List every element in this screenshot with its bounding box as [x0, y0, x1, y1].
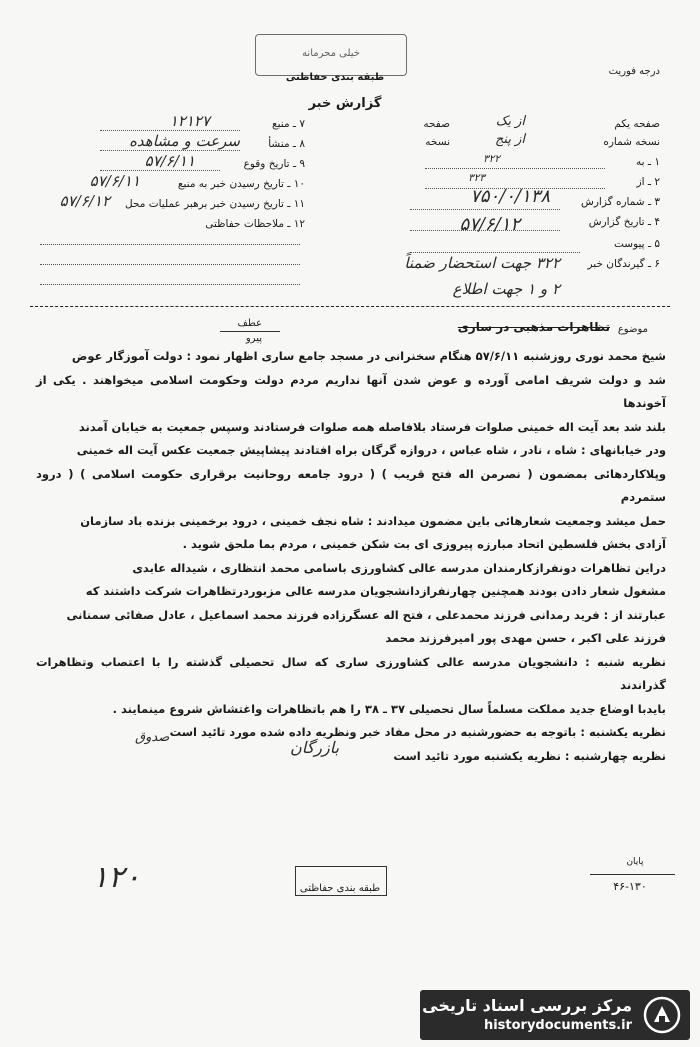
occurrence-date-value: ۵۷/۶/۱۱ [144, 152, 195, 170]
body-line: حمل میشد وجمعیت شعارهائی باین مضمون میدادند : شاه نجف خمینی ، درود برخمینی بزنده باد سازمان [80, 513, 666, 528]
footer-code-label: پایان [626, 857, 644, 867]
attachment-field-label: ۵ ـ پیوست [613, 238, 660, 250]
footer-divider [590, 874, 675, 875]
report-number-value: ۷۵۰/۰/۱۳۸ [470, 186, 550, 207]
body-line: شیخ محمد نوری روزشنبه ۵۷/۶/۱۱ هنگام سخنرانی در مسجد جامع ساری اظهار نمود : دولت آموزگار عوض [71, 349, 666, 363]
receipt-date-leader-value: ۵۷/۶/۱۲ [59, 192, 110, 210]
copy-unit: نسخه [425, 136, 450, 148]
body-line: ودر خیابانهای : شاه ، نادر ، شاه عباس ، دروازه گرگان براه افتادند پیشاپیش جمعیت عکس آیت اله خمینی [76, 443, 666, 457]
watermark-org: مرکز بررسی اسناد تاریخی [422, 996, 632, 1015]
body-line: شد و دولت شریف امامی آورده و عوض شدن آنها نداریم مردم دولت وحکومت اسلامی میخواهند . یکی از آخوندها [36, 372, 666, 410]
body-line: فرزند علی اکبر ، حسن مهدی پور امیرفرزند محمد [385, 631, 666, 645]
body-line: آزادی بخش فلسطین اتحاد مبارزه پیروزی ای بت شکن خمینی ، مردم بما ملحق شوید . [182, 537, 666, 551]
report-number-label: ۳ ـ شماره گزارش [581, 196, 660, 208]
sheet-value: از یک [495, 114, 525, 129]
margin-note: صدوق [135, 730, 170, 745]
field-from-value: ۳۲۳ [468, 172, 485, 184]
subject-value: تظاهرات مذهبی در ساری [457, 320, 610, 334]
field-to-label: ۱ ـ به [636, 156, 660, 168]
security-notes-label: ۱۲ ـ ملاحظات حفاظتی [205, 218, 305, 230]
handwritten-page-number: ۱۲۰ [92, 860, 141, 895]
receipt-date-source-value: ۵۷/۶/۱۱ [89, 172, 140, 190]
subject-label: موضوع [617, 324, 648, 335]
signature: بازرگان [290, 738, 340, 757]
body-line: نظریه شنبه : دانشجویان مدرسه عالی کشاورزی ساری که سال تحصیلی گذشته را با اعتصاب وتظاهرات گذراندند [36, 654, 666, 692]
recipients-value-2: ۲ و ۱ جهت اطلاع [452, 280, 560, 298]
source-label: ۷ ـ منبع [272, 118, 305, 130]
recipients-label: ۶ ـ گیرندگان خبر [587, 258, 660, 270]
classification-label: طبقه بندی حفاظتی [285, 72, 385, 83]
copy-value: از پنج [495, 132, 525, 147]
origin-value: سرعت و مشاهده [129, 132, 240, 150]
sheet-label: صفحه یکم [614, 118, 660, 130]
page-title: گزارش خبر [308, 96, 382, 111]
origin-label: ۸ ـ منشأ [268, 138, 305, 150]
field-to-value: ۳۲۲ [483, 153, 500, 165]
urgency-label: درجه فوریت [608, 66, 660, 77]
body-line: وپلاکاردهائی بمضمون ( نصرمن اله فتح قریب ) ( درود جامعه روحانیت برقراری حکومت اسلامی ) ( درود ستمردم [36, 466, 666, 504]
body-line: نظریه یکشنبه : باتوجه به حضورشنبه در محل مفاد خبر ونظریه داده شده مورد تائید است [169, 725, 666, 739]
footer-classification: طبقه بندی حفاظتی [299, 883, 381, 894]
body-line: دراین تظاهرات دونفرازکارمندان مدرسه عالی کشاورزی باسامی محمد انتظاری ، شیداله عابدی [132, 560, 666, 575]
report-date-label: ۴ ـ تاریخ گزارش [588, 216, 660, 228]
reference-value: پیرو [245, 333, 262, 344]
archive-watermark [420, 990, 690, 1040]
separator-line [30, 306, 670, 307]
classification-stamp: خیلی محرمانه [255, 34, 407, 76]
sheet-unit: صفحه [423, 118, 450, 130]
body-line: بلند شد بعد آیت اله خمینی صلوات فرستاد بلافاصله همه صلوات فرستادند وسپس جمعیت به خیابان آمدند [78, 419, 666, 434]
report-date-value: ۵۷/۶/۱۲ [459, 214, 520, 235]
receipt-date-source-label: ۱۰ ـ تاریخ رسیدن خبر به منبع [177, 178, 305, 190]
body-line: مشغول شعار دادن بودند همچنین چهارنفرازدانشجویان مدرسه عالی مزبوردرتظاهرات شرکت داشتند که [85, 584, 666, 598]
archive-logo-icon [642, 996, 682, 1034]
source-value: ۱۲۱۲۷ [169, 112, 210, 130]
receipt-date-leader-label: ۱۱ ـ تاریخ رسیدن خبر برهبر عملیات محل [125, 198, 305, 210]
body-line: بایدبا اوضاع جدید مملکت مسلماً سال تحصیلی ۳۷ ـ ۳۸ را هم باتظاهرات واغتشاش شروع مینمایند . [112, 701, 666, 716]
copy-label: نسخه شماره [603, 136, 660, 148]
recipients-value: ۳۲۲ جهت استحضار ضمناً [404, 254, 560, 272]
body-line: عبارتند از : فرید رمدانی فرزند محمدعلی ، فتح اله عسگرزاده فرزند محمد اسماعیل ، عادل صفائی سمنانی [66, 607, 666, 622]
form-code: ۴۶-۱۳۰ [613, 880, 647, 893]
field-from-label: ۲ ـ از [636, 176, 660, 188]
body-line: نظریه چهارشنبه : نظریه یکشنبه مورد تائید است [393, 748, 666, 763]
reference-label: عطف [237, 318, 262, 329]
report-body [36, 345, 666, 768]
occurrence-date-label: ۹ ـ تاریخ وقوع [243, 158, 305, 170]
watermark-site: historydocuments.ir [483, 1018, 632, 1033]
